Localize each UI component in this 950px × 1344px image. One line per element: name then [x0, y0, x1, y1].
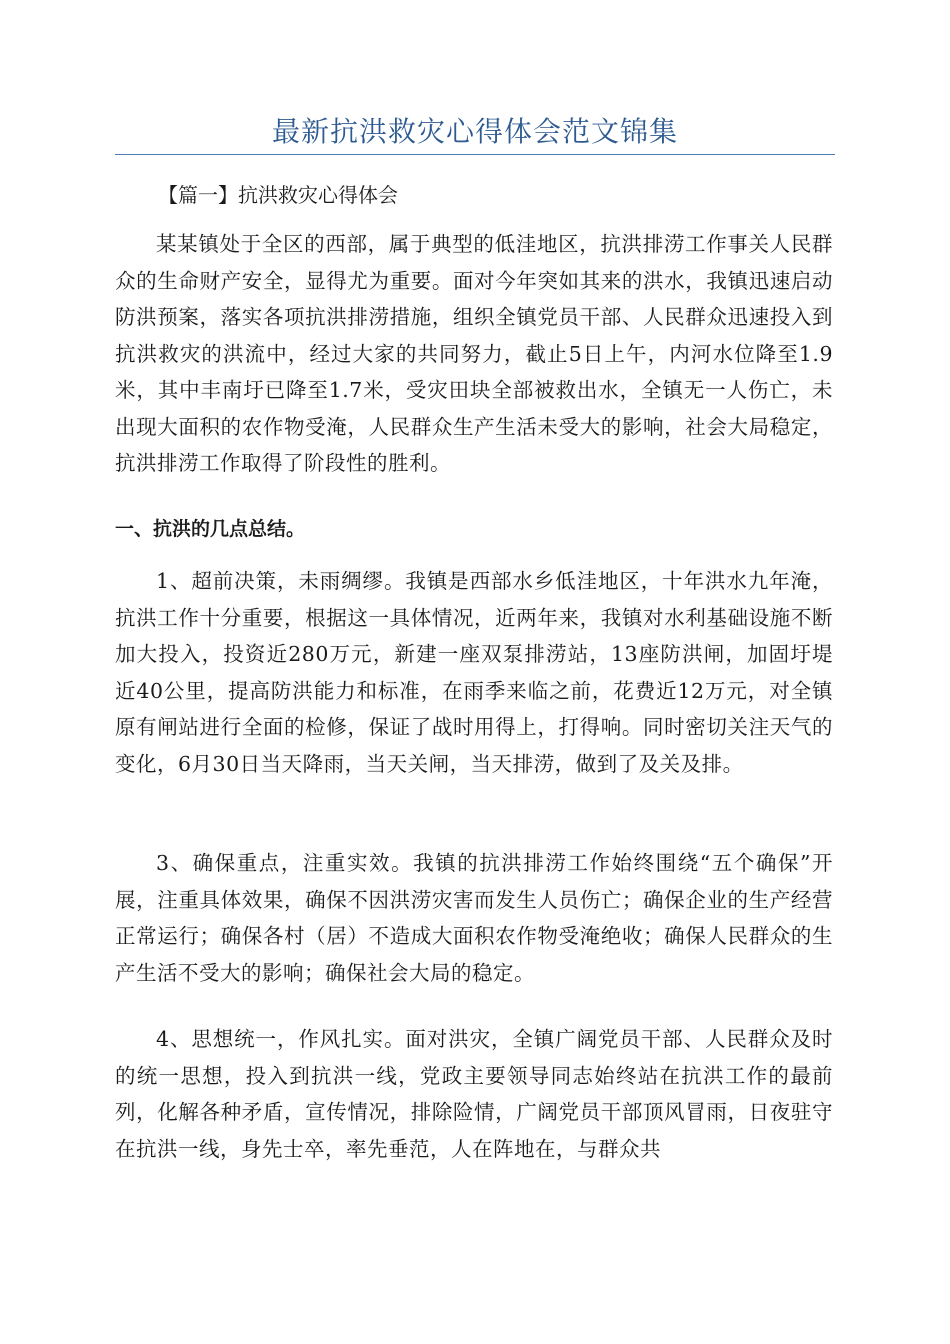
- title-underline: [115, 154, 835, 155]
- section-label: 【篇一】抗洪救灾心得体会: [158, 183, 398, 207]
- paragraph-item-4: 4、思想统一，作风扎实。面对洪灾，全镇广阔党员干部、人民群众及时的统一思想，投入到抗洪一线，党政主要领导同志始终站在抗洪工作的最前列，化解各种矛盾，宣传情况，排除险情，广阔党员干部顶风冒雨，日夜驻守在抗洪一线，身先士卒，率先垂范，人在阵地在，与群众共: [115, 1027, 833, 1161]
- summary-heading: 一、抗洪的几点总结。: [115, 518, 306, 540]
- document-title: 最新抗洪救灾心得体会范文锦集: [271, 115, 678, 148]
- paragraph-item-3: 3、确保重点，注重实效。我镇的抗洪排涝工作始终围绕“五个确保”开展，注重具体效果，确保不因洪涝灾害而发生人员伤亡；确保企业的生产经营正常运行；确保各村（居）不造成大面积农作物受淹绝收；确保人民群众的生产生活不受大的影响；确保社会大局的稳定。: [115, 851, 833, 985]
- paragraph-item-1: 1、超前决策，未雨绸缪。我镇是西部水乡低洼地区，十年洪水九年淹，抗洪工作十分重要，根据这一具体情况，近两年来，我镇对水利基础设施不断加大投入，投资近280万元，新建一座双泵排涝站，13座防洪闸，加固圩堤近40公里，提高防洪能力和标准，在雨季来临之前，花费近12万元，对全镇原有闸站进行全面的检修，保证了战时用得上，打得响。同时密切关注天气的变化，6月30日当天降雨，当天关闸，当天排涝，做到了及关及排。: [115, 569, 833, 776]
- paragraph-intro: 某某镇处于全区的西部，属于典型的低洼地区，抗洪排涝工作事关人民群众的生命财产安全，显得尤为重要。面对今年突如其来的洪水，我镇迅速启动防洪预案，落实各项抗洪排涝措施，组织全镇党员干部、人民群众迅速投入到抗洪救灾的洪流中，经过大家的共同努力，截止5日上午，内河水位降至1.9米，其中丰南圩已降至1.7米，受灾田块全部被救出水，全镇无一人伤亡，未出现大面积的农作物受淹，人民群众生产生活未受大的影响，社会大局稳定，抗洪排涝工作取得了阶段性的胜利。: [115, 232, 833, 475]
